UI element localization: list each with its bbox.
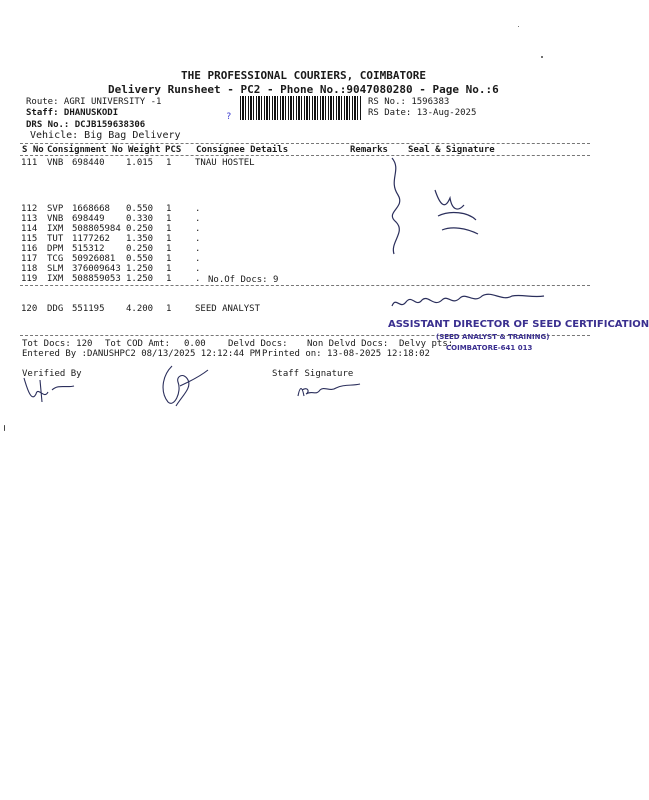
delvy-pts: Delvy pts:	[399, 339, 454, 349]
staff-label: Staff: DHANUSKODI	[26, 108, 119, 118]
cell-consignment: 1177262	[72, 234, 110, 244]
no-of-docs: No.Of Docs: 9	[208, 275, 279, 285]
cell-weight: 1.250	[126, 274, 154, 284]
scan-speck	[4, 425, 5, 431]
col-weight: Weight	[128, 145, 161, 155]
stamp-line1: ASSISTANT DIRECTOR OF SEED CERTIFICATION	[388, 319, 649, 330]
table-row	[21, 304, 260, 314]
staff-signature-label: Staff Signature	[272, 369, 354, 379]
table-row	[21, 204, 260, 214]
drs-label: DRS No.: DCJB159638306	[26, 120, 146, 130]
cell-prefix: DPM	[47, 244, 64, 254]
cell-consignment: 508805984	[72, 224, 121, 234]
cell-prefix: IXM	[47, 274, 64, 284]
tot-cod-value: 0.00	[184, 339, 206, 349]
cell-prefix: IXM	[47, 224, 64, 234]
cell-sno: 117	[21, 254, 38, 264]
cell-pcs: 1	[166, 244, 172, 254]
cell-sno: 119	[21, 274, 38, 284]
cell-prefix: VNB	[47, 158, 64, 168]
entered-by: Entered By :DANUSHPC2 08/13/2025 12:12:44 PM	[22, 349, 261, 359]
bracket-signature	[380, 150, 530, 260]
cell-pcs: 1	[166, 214, 172, 224]
cell-pcs: 1	[166, 274, 172, 284]
cell-prefix: TCG	[47, 254, 64, 264]
cell-pcs: 1	[166, 234, 172, 244]
cell-prefix: SLM	[47, 264, 64, 274]
printed-on: Printed on: 13-08-2025 12:18:02	[262, 349, 430, 359]
cell-sno: 114	[21, 224, 38, 234]
col-remarks: Remarks	[350, 145, 388, 155]
cell-sno: 115	[21, 234, 38, 244]
cell-consignee: SEED ANALYST	[195, 304, 261, 314]
route-label: Route: AGRI UNIVERSITY -1	[26, 97, 162, 107]
cell-prefix: DDG	[47, 304, 64, 314]
cell-prefix: VNB	[47, 214, 64, 224]
verifier-signature	[18, 372, 78, 408]
cell-consignment: 508859053	[72, 274, 121, 284]
cell-sno: 113	[21, 214, 38, 224]
table-row	[21, 158, 260, 168]
table-row	[21, 264, 260, 274]
runsheet-table	[21, 158, 260, 314]
cell-prefix: TUT	[47, 234, 64, 244]
tot-docs: Tot Docs: 120	[22, 339, 93, 349]
header-rule-top	[20, 143, 590, 144]
table-row	[21, 224, 260, 234]
scan-speck	[518, 26, 519, 27]
table-row	[21, 214, 260, 224]
cell-pcs: 1	[166, 158, 172, 168]
cell-sno: 120	[21, 304, 38, 314]
cell-consignment: 1668668	[72, 204, 110, 214]
cell-weight: 0.550	[126, 254, 154, 264]
cell-weight: 1.250	[126, 264, 154, 274]
cell-consignee: .	[195, 264, 201, 274]
cell-consignee: .	[195, 254, 201, 264]
stamp-line3: COIMBATORE-641 013	[446, 344, 533, 352]
cell-pcs: 1	[166, 264, 172, 274]
table-row	[21, 254, 260, 264]
cell-weight: 0.250	[126, 224, 154, 234]
tot-cod-label: Tot COD Amt:	[105, 339, 171, 349]
runsheet-title: Delivery Runsheet - PC2 - Phone No.:9047080280 - Page No.:6	[108, 83, 499, 96]
table-row	[21, 244, 260, 254]
rs-number: RS No.: 1596383	[368, 97, 450, 107]
staff-signature	[294, 380, 364, 402]
pen-mark: ?	[226, 112, 232, 122]
cell-consignment: 515312	[72, 244, 105, 254]
col-consignment: Consignment No	[47, 145, 123, 155]
rs-date: RS Date: 13-Aug-2025	[368, 108, 477, 118]
cell-sno: 111	[21, 158, 38, 168]
analyst-signature	[382, 286, 552, 316]
cell-consignee: .	[195, 234, 201, 244]
cell-consignee: .	[195, 274, 201, 284]
cell-weight: 0.330	[126, 214, 154, 224]
cell-weight: 4.200	[126, 304, 154, 314]
cell-pcs: 1	[166, 204, 172, 214]
cell-sno: 112	[21, 204, 38, 214]
company-title: THE PROFESSIONAL COURIERS, COIMBATORE	[181, 69, 427, 82]
barcode	[240, 96, 362, 120]
verified-by: Verified By	[22, 369, 82, 379]
stamp-line2: (SEED ANALYST & TRAINING)	[436, 333, 550, 341]
cell-consignment: 50926081	[72, 254, 116, 264]
scan-speck	[541, 56, 543, 58]
cell-consignment: 698449	[72, 214, 105, 224]
cell-consignee: .	[195, 244, 201, 254]
cell-consignee: .	[195, 224, 201, 234]
col-pcs: PCS	[165, 145, 182, 155]
vehicle-label: Vehicle: Big Bag Delivery	[30, 130, 181, 141]
table-row	[21, 234, 260, 244]
col-sno: S No	[22, 145, 44, 155]
cell-consignee: TNAU HOSTEL	[195, 158, 255, 168]
cell-pcs: 1	[166, 254, 172, 264]
supervisor-signature	[152, 362, 212, 414]
cell-weight: 1.350	[126, 234, 154, 244]
col-seal: Seal & Signature	[408, 145, 495, 155]
cell-consignment: 551195	[72, 304, 105, 314]
cell-weight: 1.015	[126, 158, 154, 168]
cell-consignee: .	[195, 214, 201, 224]
col-consignee: Consignee Details	[196, 145, 289, 155]
cell-pcs: 1	[166, 224, 172, 234]
cell-sno: 118	[21, 264, 38, 274]
cell-consignment: 376009643	[72, 264, 121, 274]
cell-sno: 116	[21, 244, 38, 254]
delvd-docs: Delvd Docs:	[228, 339, 288, 349]
non-delvd-docs: Non Delvd Docs:	[307, 339, 389, 349]
cell-pcs: 1	[166, 304, 172, 314]
cell-weight: 0.250	[126, 244, 154, 254]
cell-prefix: SVP	[47, 204, 64, 214]
cell-consignee: .	[195, 204, 201, 214]
cell-consignment: 698440	[72, 158, 105, 168]
cell-weight: 0.550	[126, 204, 154, 214]
